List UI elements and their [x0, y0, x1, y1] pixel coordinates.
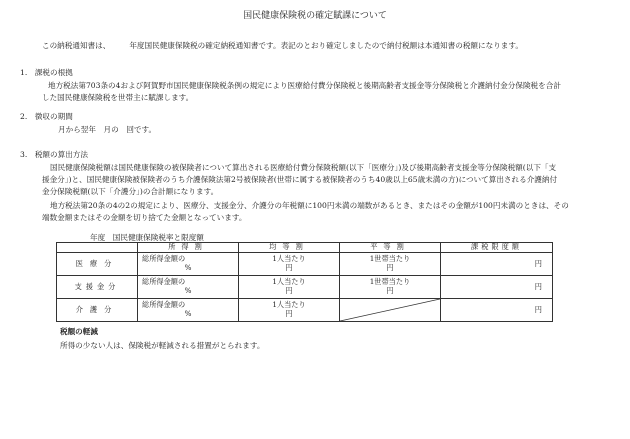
- table-row: [57, 299, 553, 322]
- section-2-heading: 2. 徴収の期間: [20, 112, 73, 121]
- income-cell: [138, 253, 239, 276]
- income-pct: %: [184, 309, 192, 318]
- table-row: [57, 276, 553, 299]
- table-caption: 年度 国民健康保険税率と限度額: [90, 233, 204, 242]
- section-2-body: 月から翌年 月の 回です。: [58, 125, 157, 134]
- section-1-body: [42, 80, 608, 104]
- not-applicable-cell: [340, 299, 441, 322]
- limit-cell: 円: [441, 276, 553, 299]
- table-header-blank: [57, 243, 138, 253]
- reduction-heading: 税額の軽減: [60, 327, 98, 336]
- limit-cell: 円: [441, 299, 553, 322]
- section-3-line: 援金分」)と、国民健康保険被保険者のうち介護保険法第2号被保険者(世帯に属する被保険者のうち40歳以上65歳未満の方)について算出される介護納付: [42, 174, 558, 184]
- per-capita-label: 1人当たり: [272, 300, 306, 310]
- per-capita-cell: [239, 299, 340, 322]
- income-pct: %: [184, 286, 192, 295]
- income-pct: %: [184, 263, 192, 272]
- row-label: 医療分: [57, 253, 138, 276]
- per-household-unit: 円: [386, 263, 394, 272]
- tax-rate-table: [56, 242, 553, 322]
- section-3-line: 端数金額またはその金額を切り捨てた金額となっています。: [42, 212, 247, 222]
- intro-text: この納税通知書は、 年度国民健康保険税の確定納税通知書です。表記のとおり確定しましたので納付税額は本通知書の税額になります。: [42, 41, 523, 50]
- per-capita-unit: 円: [285, 286, 293, 295]
- per-capita-label: 1人当たり: [272, 254, 306, 264]
- table-header-limit: 課税限度額: [441, 243, 553, 253]
- row-label: 支援金分: [57, 276, 138, 299]
- income-label: 総所得金額の: [142, 300, 186, 310]
- table-header-per-capita: 均等割: [239, 243, 340, 253]
- section-3-para-2: [42, 200, 612, 224]
- section-1-line: した国民健康保険税を世帯主に賦課します。: [42, 92, 194, 102]
- per-household-label: 1世帯当たり: [369, 254, 411, 264]
- section-3-line: 地方税法第20条の4の2の規定により、医療分、支援金分、介護分の年税額に100円未満の端数があるとき、またはその金額が100円未満のときは、その: [50, 201, 569, 210]
- row-label: 介護分: [57, 299, 138, 322]
- section-3-line: 金分保険税額(以下「介護分」)の合計額になります。: [42, 186, 219, 196]
- per-household-cell: [340, 276, 441, 299]
- income-label: 総所得金額の: [142, 254, 186, 264]
- section-3-heading: 3. 税額の算出方法: [20, 150, 88, 159]
- diagonal-strike: [340, 299, 440, 321]
- per-household-unit: 円: [386, 286, 394, 295]
- table-row: [57, 253, 553, 276]
- reduction-text: 所得の少ない人は、保険税が軽減される措置がとられます。: [60, 341, 265, 350]
- income-cell: [138, 299, 239, 322]
- section-1-line: 地方税法第703条の4および阿賀野市国民健康保険税条例の規定により医療給付費分保険税と後期高齢者支援金等分保険税と介護納付金分保険税を合計: [48, 81, 561, 90]
- per-capita-label: 1人当たり: [272, 277, 306, 287]
- per-household-label: 1世帯当たり: [369, 277, 411, 287]
- income-cell: [138, 276, 239, 299]
- per-household-cell: [340, 253, 441, 276]
- page-title: 国民健康保険税の確定賦課について: [243, 11, 387, 21]
- section-3-line: 国民健康保険税額は国民健康保険の被保険者について算出される医療給付費分保険税額(以下「医療分」)及び後期高齢者支援金等分保険税額(以下「支: [50, 163, 557, 172]
- limit-cell: 円: [441, 253, 553, 276]
- section-1-heading: 1. 課税の根拠: [20, 68, 73, 77]
- per-capita-unit: 円: [285, 309, 293, 318]
- section-3-para-1: [42, 162, 612, 197]
- per-capita-cell: [239, 253, 340, 276]
- table-header-row: [57, 243, 553, 253]
- table-header-income: 所得割: [138, 243, 239, 253]
- table-header-per-household: 平等割: [340, 243, 441, 253]
- per-capita-cell: [239, 276, 340, 299]
- income-label: 総所得金額の: [142, 277, 186, 287]
- per-capita-unit: 円: [285, 263, 293, 272]
